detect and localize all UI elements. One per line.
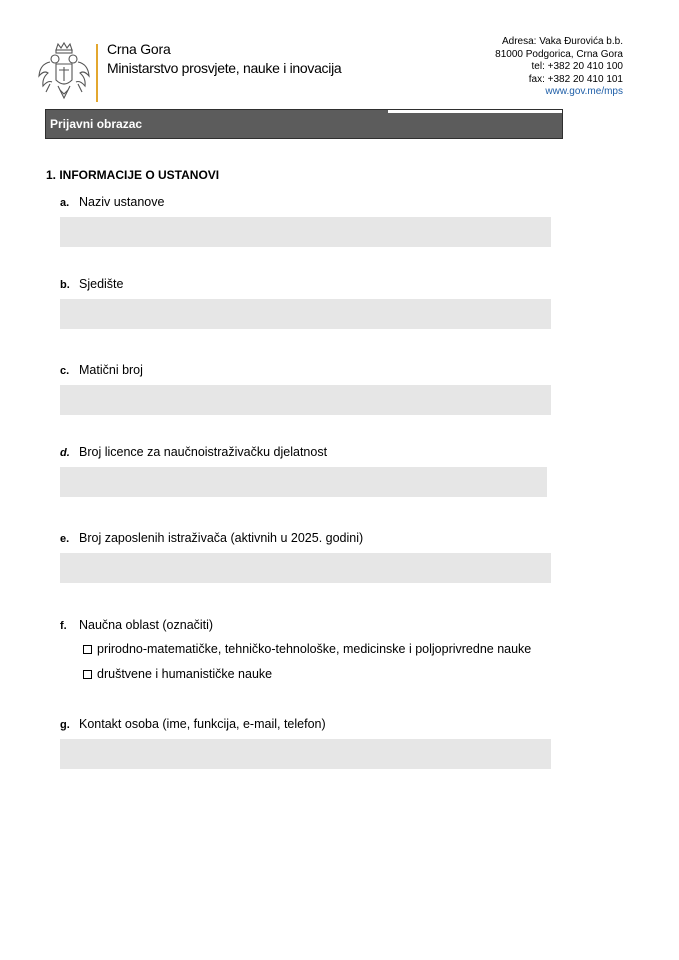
option-label: prirodno-matematičke, tehničko-tehnološke, medicinske i poljoprivredne nauke [97, 642, 532, 656]
option-natural-sciences[interactable] [83, 642, 531, 656]
broj-istrazivaca-field[interactable] [60, 553, 551, 583]
item-letter: g. [60, 719, 70, 731]
sjediste-field[interactable] [60, 299, 551, 329]
item-b-label-row [60, 275, 123, 293]
country-name: Crna Gora [107, 41, 171, 57]
item-label: Broj zaposlenih istraživača (aktivnih u 2025. godini) [79, 531, 364, 545]
item-g-label-row [60, 715, 326, 733]
item-label: Sjedište [79, 277, 124, 291]
website-link[interactable]: www.gov.me/mps [545, 86, 623, 97]
option-social-sciences[interactable] [83, 667, 272, 681]
item-letter: b. [60, 279, 70, 291]
item-letter: e. [60, 533, 70, 545]
checkbox-icon[interactable] [83, 645, 92, 654]
item-a-label-row [60, 193, 164, 211]
item-d-label-row [60, 443, 327, 461]
title-bar-stripe [388, 110, 562, 113]
phone: tel: +382 20 410 100 [531, 61, 623, 72]
item-c-label-row [60, 361, 143, 379]
item-label: Broj licence za naučnoistraživačku djelatnost [79, 445, 328, 459]
form-title: Prijavni obrazac [50, 117, 143, 131]
ministry-name: Ministarstvo prosvjete, nauke i inovacija [107, 60, 342, 76]
coat-of-arms-icon [36, 40, 92, 104]
form-title-bar [45, 109, 563, 139]
option-label: društvene i humanističke nauke [97, 667, 273, 681]
fax: fax: +382 20 410 101 [528, 73, 623, 85]
item-label: Kontakt osoba (ime, funkcija, e-mail, telefon) [79, 717, 326, 731]
address-line-1: Adresa: Vaka Đurovića b.b. [502, 36, 623, 47]
maticni-broj-field[interactable] [60, 385, 551, 415]
kontakt-osoba-field[interactable] [60, 739, 551, 769]
address-line-2: 81000 Podgorica, Crna Gora [495, 48, 623, 60]
contact-block [495, 36, 623, 99]
item-label: Naučna oblast (označiti) [79, 618, 214, 632]
section-title: 1. INFORMACIJE O USTANOVI [46, 168, 220, 182]
header-divider [96, 44, 98, 102]
naziv-ustanove-field[interactable] [60, 217, 551, 247]
checkbox-icon[interactable] [83, 670, 92, 679]
broj-licence-field[interactable] [60, 467, 547, 497]
item-letter: a. [60, 197, 70, 209]
item-f-label-row [60, 616, 213, 634]
item-label: Matični broj [79, 363, 143, 377]
item-letter: f. [60, 620, 67, 632]
item-e-label-row [60, 529, 363, 547]
item-letter: c. [60, 365, 70, 377]
item-label: Naziv ustanove [79, 195, 165, 209]
item-letter: d. [60, 447, 70, 459]
